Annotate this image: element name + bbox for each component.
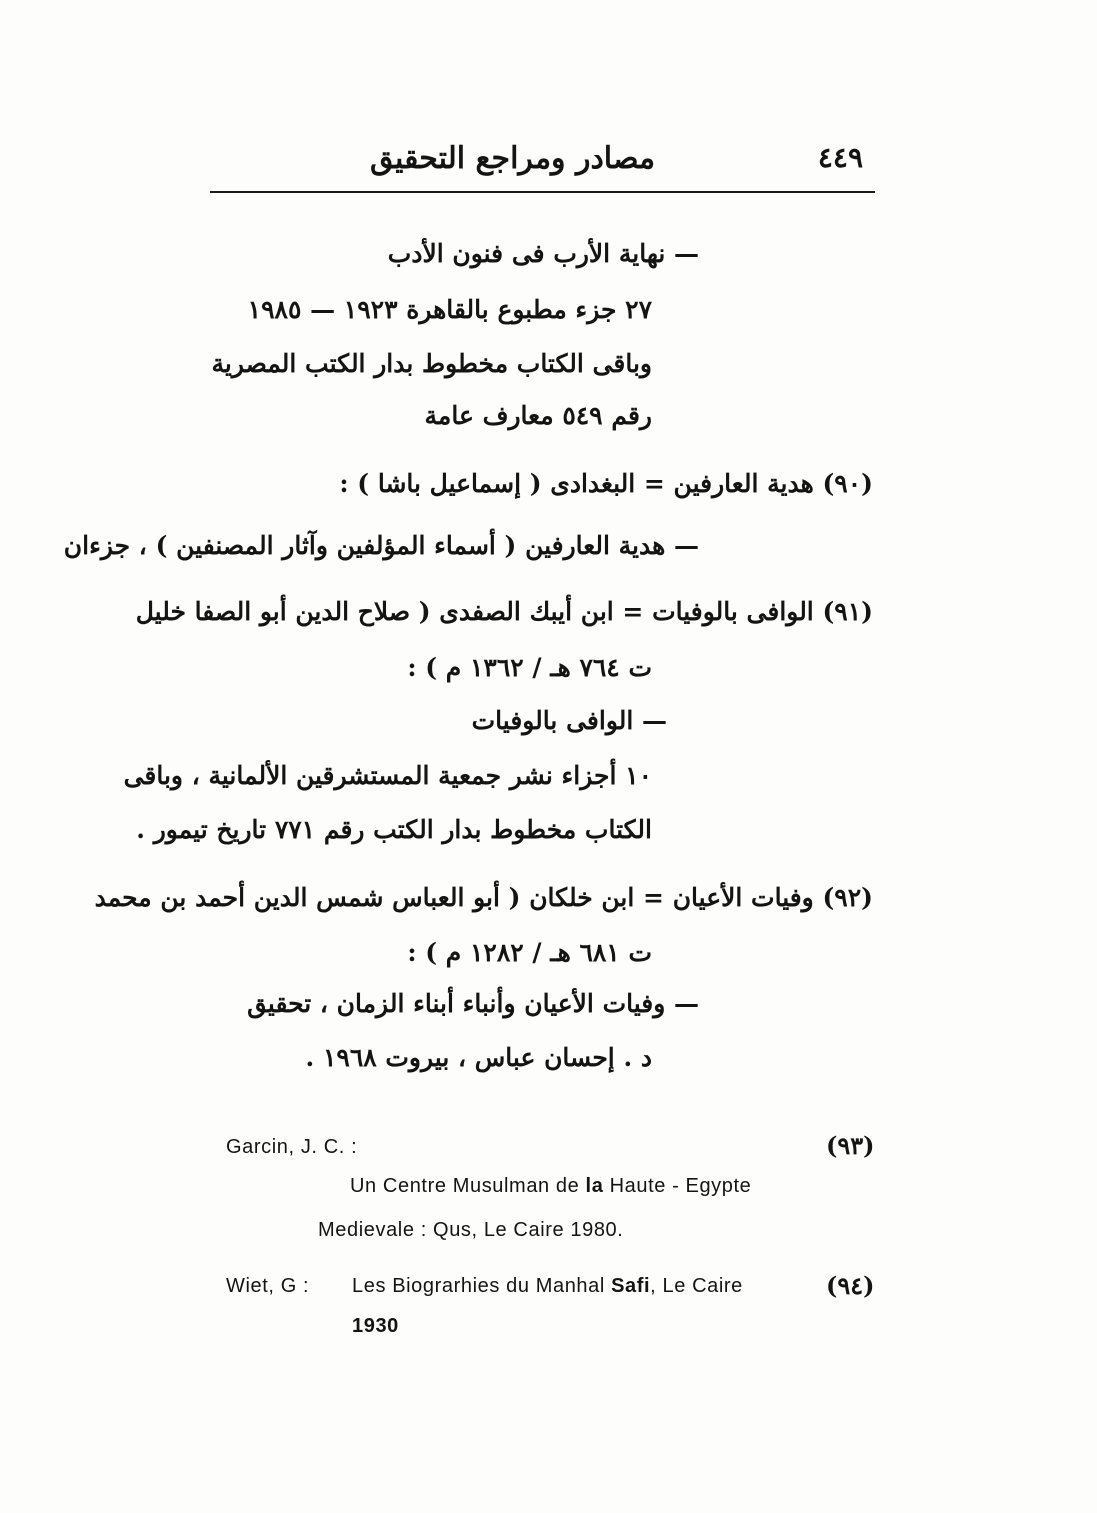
entry-93-title-line-2: Medievale : Qus, Le Caire 1980. [318,1219,624,1241]
entry-90-heading: (٩٠) هدية العارفين = البغدادى ( إسماعيل باشا ) : [339,469,873,498]
entry-91-dates-line: ت ٧٦٤ هـ / ١٣٦٢ م ) : [407,653,652,682]
entry-92-heading: (٩٢) وفيات الأعيان = ابن خلكان ( أبو العباس شمس الدين أحمد بن محمد [94,883,873,912]
entry-94-title-part-a: Les Biograrhies du Manhal [352,1275,612,1297]
entry-90-title-line: — هدية العارفين ( أسماء المؤلفين وآثار المصنفين ) ، جزءان [63,531,699,560]
entry-89-manuscript-line: وباقى الكتاب مخطوط بدار الكتب المصرية [211,349,652,378]
entry-93-title-part-a: Un Centre Musulman de [350,1175,586,1197]
entry-93-number: (٩٣) [826,1131,875,1160]
entry-93-title-part-c: Haute - Egypte [603,1175,752,1197]
entry-89-edition-line: ٢٧ جزء مطبوع بالقاهرة ١٩٢٣ — ١٩٨٥ [247,295,652,324]
page-number: ٤٤٩ [817,141,863,174]
entry-91-manuscript-line: الكتاب مخطوط بدار الكتب رقم ٧٧١ تاريخ تيمور . [136,815,652,844]
entry-91-title-line: — الوافى بالوفيات [471,706,667,735]
entry-94-author: Wiet, G : [226,1275,310,1297]
entry-92-editor-line: د . إحسان عباس ، بيروت ١٩٦٨ . [305,1043,652,1072]
entry-94-number: (٩٤) [826,1271,875,1300]
entry-89-shelfmark-line: رقم ٥٤٩ معارف عامة [424,401,652,430]
entry-93-author: Garcin, J. C. : [226,1136,358,1158]
entry-94-year: 1930 [352,1315,399,1337]
entry-92-dates-line: ت ٦٨١ هـ / ١٢٨٢ م ) : [407,938,652,967]
entry-93-title-line-1 [350,1172,751,1200]
entry-89-title-line: — نهاية الأرب فى فنون الأدب [387,239,699,268]
entry-92-title-line: — وفيات الأعيان وأنباء أبناء الزمان ، تحقيق [247,989,699,1018]
entry-93-title-part-b: la [585,1175,604,1197]
entry-91-heading: (٩١) الوافى بالوفيات = ابن أيبك الصفدى ( صلاح الدين أبو الصفا خليل [135,597,873,626]
entry-94-title-part-b: Safi [611,1275,651,1297]
header-rule [210,191,875,193]
entry-91-edition-line: ١٠ أجزاء نشر جمعية المستشرقين الألمانية ، وباقى [123,761,652,790]
page-header [210,135,875,183]
running-title: مصادر ومراجع التحقيق [369,141,656,176]
entry-94-title-part-c: , Le Caire [650,1275,743,1297]
entry-94-title [352,1272,743,1300]
